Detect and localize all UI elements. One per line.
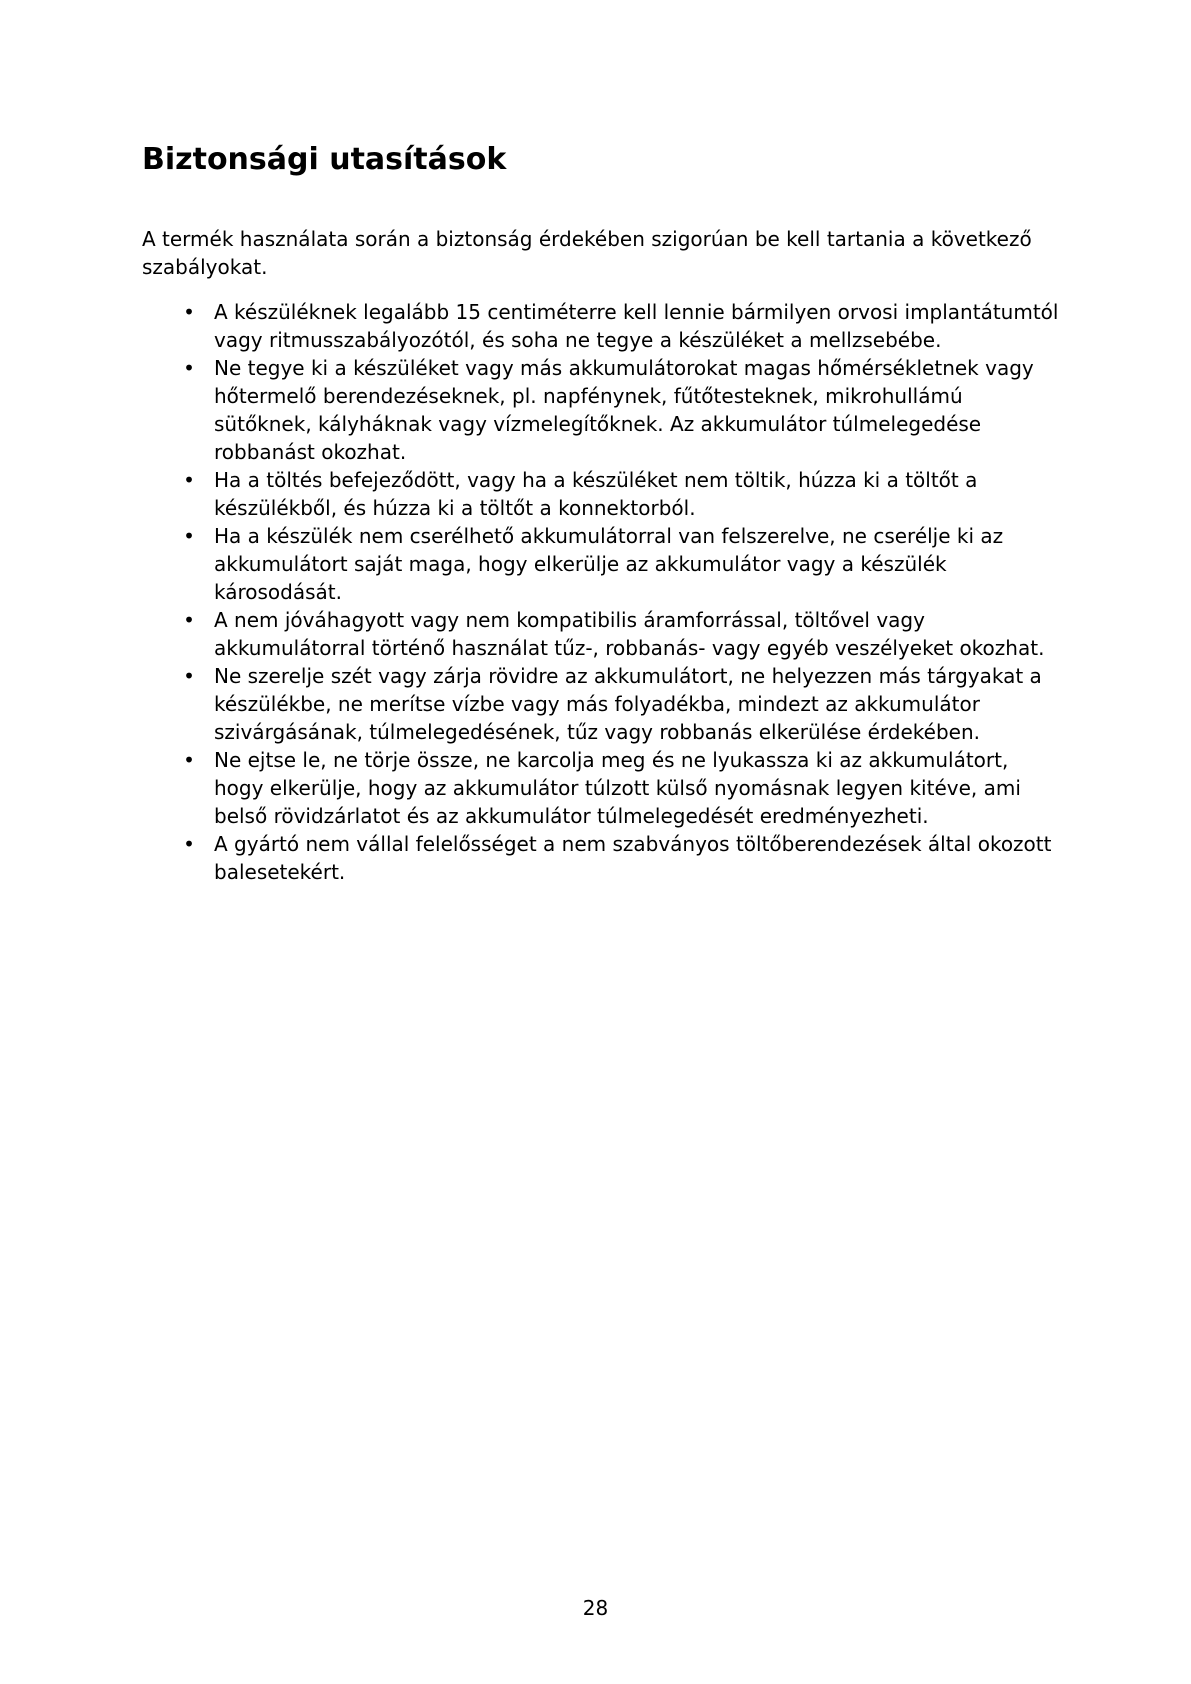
bullet-icon: •: [183, 748, 195, 772]
list-item: [142, 662, 1062, 746]
bullet-icon: •: [183, 468, 195, 492]
list-item: [142, 298, 1062, 354]
page-number: 28: [582, 1596, 609, 1620]
safety-instructions-list: [142, 298, 1062, 886]
list-item-text: A gyártó nem vállal felelősséget a nem szabványos töltőberendezések által okozott balesetekért.: [214, 832, 1052, 884]
list-item-text: Ha a készülék nem cserélhető akkumulátorral van felszerelve, ne cserélje ki az akkumulátort saját maga, hogy elkerülje az akkumulátor vagy a készülék károsodását.: [214, 524, 1004, 604]
list-item: [142, 522, 1062, 606]
list-item: [142, 746, 1062, 830]
list-item: [142, 466, 1062, 522]
list-item-text: Ha a töltés befejeződött, vagy ha a készüléket nem töltik, húzza ki a töltőt a készülékből, és húzza ki a töltőt a konnektorból.: [214, 468, 978, 520]
bullet-icon: •: [183, 608, 195, 632]
bullet-icon: •: [183, 356, 195, 380]
bullet-icon: •: [183, 664, 195, 688]
bullet-icon: •: [183, 832, 195, 856]
page-title: Biztonsági utasítások: [142, 142, 507, 177]
list-item: [142, 830, 1062, 886]
list-item-text: Ne ejtse le, ne törje össze, ne karcolja meg és ne lyukassza ki az akkumulátort, hogy elkerülje, hogy az akkumulátor túlzott külső nyomásnak legyen kitéve, ami belső rövidzárlatot és az akkumulátor túlmelegedését eredményezheti.: [214, 748, 1021, 828]
list-item: [142, 354, 1062, 466]
list-item-text: Ne szerelje szét vagy zárja rövidre az akkumulátort, ne helyezzen más tárgyakat a készülékbe, ne merítse vízbe vagy más folyadékba, mindezt az akkumulátor szivárgásának, túlmelegedésének, tűz vagy robbanás elkerülése érdekében.: [214, 664, 1042, 744]
intro-paragraph: A termék használata során a biztonság érdekében szigorúan be kell tartania a következő szabályokat.: [142, 227, 1032, 279]
list-item-text: A készüléknek legalább 15 centiméterre kell lennie bármilyen orvosi implantátumtól vagy ritmusszabályozótól, és soha ne tegye a készüléket a mellzsebébe.: [214, 300, 1059, 352]
list-item: [142, 606, 1062, 662]
bullet-icon: •: [183, 524, 195, 548]
list-item-text: A nem jóváhagyott vagy nem kompatibilis áramforrással, töltővel vagy akkumulátorral történő használat tűz-, robbanás- vagy egyéb veszélyeket okozhat.: [214, 608, 1045, 660]
list-item-text: Ne tegye ki a készüléket vagy más akkumulátorokat magas hőmérsékletnek vagy hőtermelő berendezéseknek, pl. napfénynek, fűtőtesteknek, mikrohullámú sütőknek, kályháknak vagy vízmelegítőknek. Az akkumulátor túlmelegedése robbanást okozhat.: [214, 356, 1034, 464]
bullet-icon: •: [183, 300, 195, 324]
